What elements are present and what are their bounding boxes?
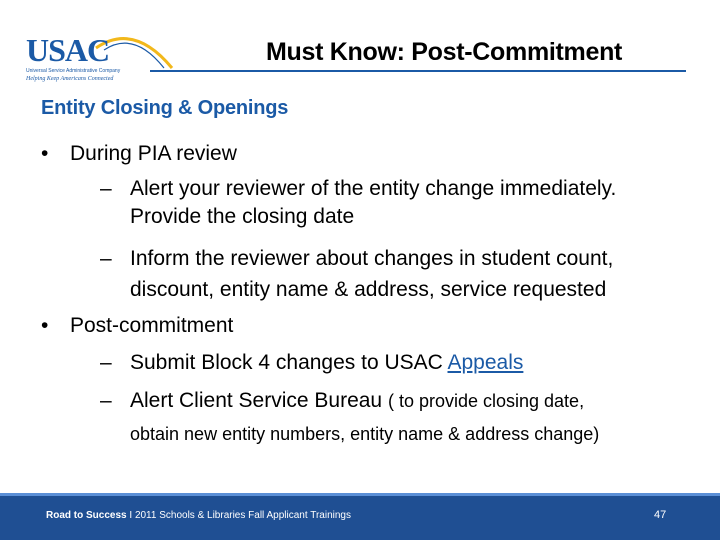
footer-caption [46,510,351,521]
dash-icon: – [100,247,112,270]
appeals-link[interactable]: Appeals [447,351,524,374]
sub-bullet-line [130,350,523,376]
footer-separator: I [129,510,133,521]
sub-bullet-note: obtain new entity numbers, entity name & address change) [130,424,600,444]
logo-subtext: Universal Service Administrative Company [26,68,121,74]
bullet-icon: • [41,142,49,165]
sub-bullet-text: Submit Block 4 changes to USAC [130,351,448,374]
footer-accent-line [0,493,720,496]
slide-footer [0,493,720,540]
bullet-text: Post-commitment [70,314,234,337]
logo-wordmark: USAC [26,32,110,68]
bullet-icon: • [41,314,49,337]
sub-bullet-line [130,388,584,414]
footer-brand: Road to Success [46,510,127,521]
page-number: 47 [654,509,667,521]
slide-title: Must Know: Post-Commitment [266,38,623,66]
title-divider [150,70,686,72]
slide-subtitle: Entity Closing & Openings [41,97,289,119]
footer-event: 2011 Schools & Libraries Fall Applicant Trainings [134,510,351,521]
dash-icon: – [100,389,112,412]
bullet-text: During PIA review [70,142,237,165]
sub-bullet-text: Alert Client Service Bureau [130,389,388,412]
sub-bullet-line: Provide the closing date [130,205,355,228]
dash-icon: – [100,351,112,374]
sub-bullet-note: ( to provide closing date, [387,391,585,411]
sub-bullet-line: discount, entity name & address, service requested [130,278,607,301]
sub-bullet-line: Inform the reviewer about changes in student count, [130,247,614,270]
logo-tagline: Helping Keep Americans Connected [26,76,114,82]
dash-icon: – [100,177,112,200]
usac-logo [24,28,164,84]
sub-bullet-line: Alert your reviewer of the entity change immediately. [130,177,617,200]
